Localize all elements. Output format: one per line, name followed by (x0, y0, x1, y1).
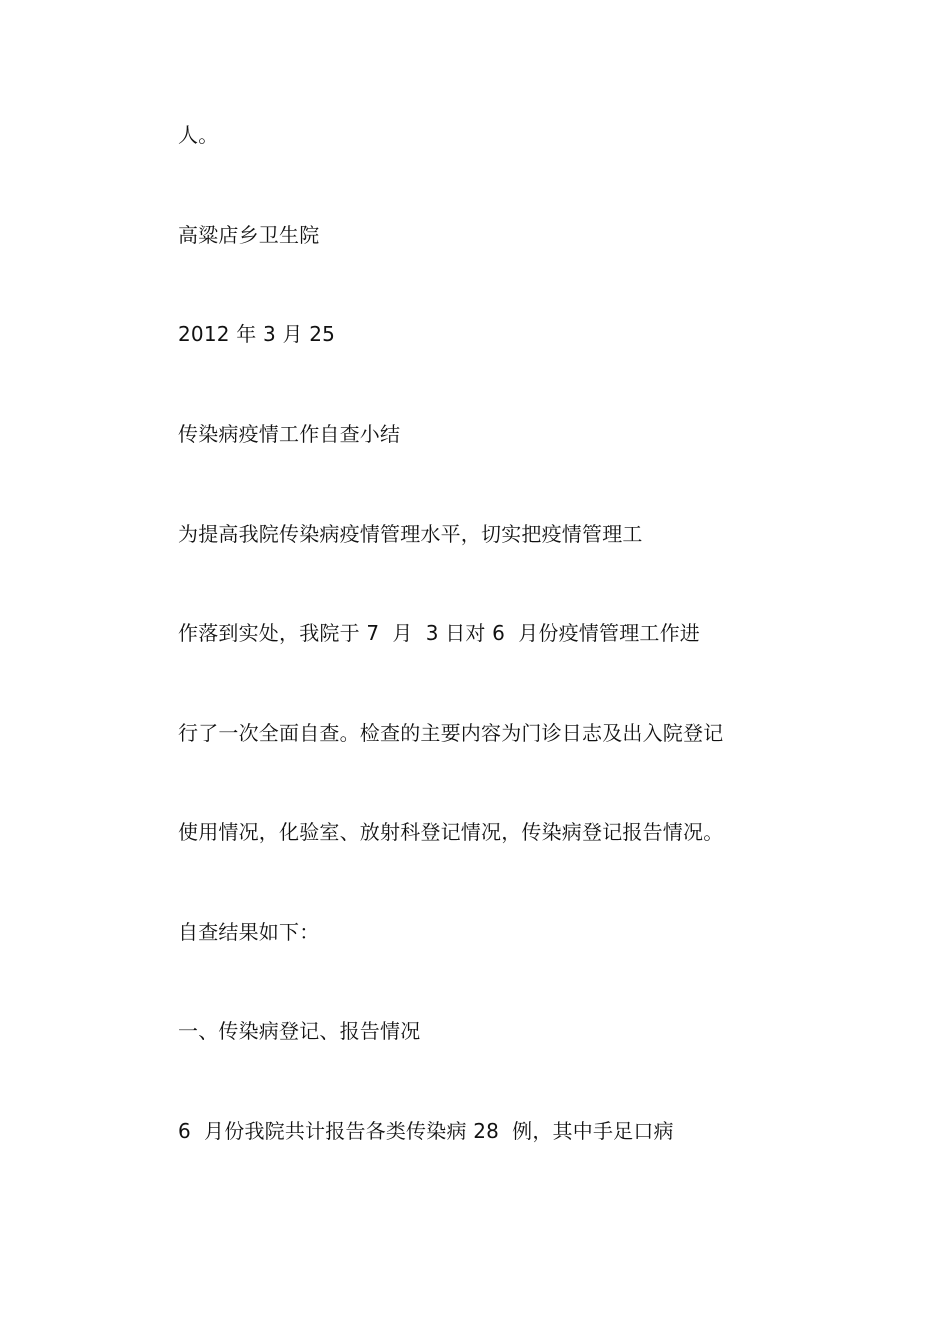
signature-hospital-name: 高粱店乡卫生院 (178, 223, 320, 247)
subsection-heading: 一、传染病登记、报告情况 (178, 1019, 421, 1043)
text-line-continuation: 人。 (178, 123, 219, 147)
paragraph-line: 为提高我院传染病疫情管理水平，切实把疫情管理工 (178, 522, 643, 546)
section-title: 传染病疫情工作自查小结 (178, 422, 401, 446)
paragraph-line: 自查结果如下： (178, 920, 320, 944)
paragraph-line: 行了一次全面自查。检查的主要内容为门诊日志及出入院登记 (178, 721, 724, 745)
paragraph-line: 6 月份我院共计报告各类传染病 28 例，其中手足口病 (178, 1119, 674, 1143)
paragraph-line: 使用情况，化验室、放射科登记情况，传染病登记报告情况。 (178, 820, 724, 844)
paragraph-line: 作落到实处，我院于 7 月 3 日对 6 月份疫情管理工作进 (178, 621, 700, 645)
signature-date: 2012 年 3 月 25 (178, 322, 336, 346)
